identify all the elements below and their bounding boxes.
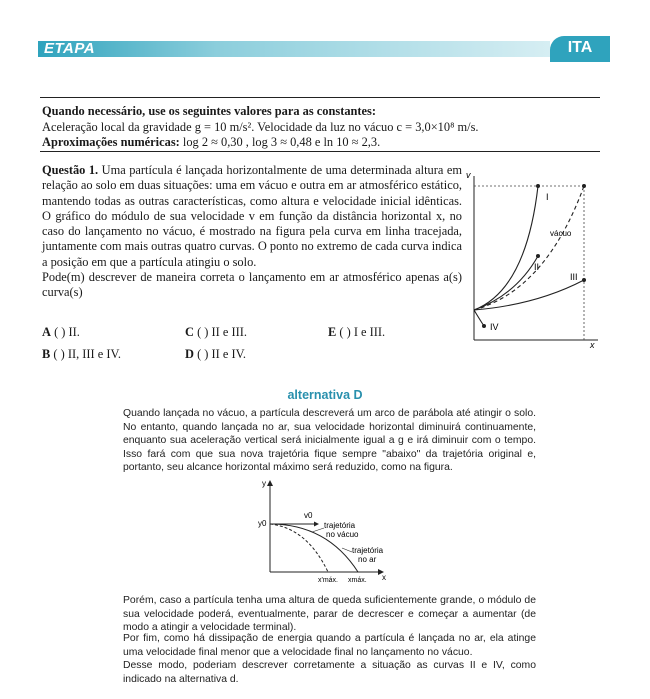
label-iii: III — [570, 272, 578, 282]
option-text: ( ) II, III e IV. — [53, 347, 121, 361]
curve-i-end — [536, 184, 540, 188]
answer-paragraph-3: Por fim, como há dissipação de energia quando a partícula é lançada no ar, ela atinge uma velocidade final menor que a velocidade final no lançamento no vácuo. — [123, 633, 536, 658]
label-vacuo-1: trajetória — [324, 521, 356, 530]
option-letter: E — [328, 325, 337, 339]
label-i: I — [546, 192, 549, 202]
answer-paragraph-4: Desse modo, poderiam descrever corretamente a situação as curvas II e IV, como indicado na alternativa d. — [123, 660, 536, 685]
curve-iv — [474, 310, 484, 326]
label-vacuo-2: no vácuo — [326, 530, 359, 539]
velocity-graph-svg — [466, 170, 602, 350]
header-bar — [38, 41, 550, 57]
option-b[interactable] — [42, 347, 121, 362]
question-label: Questão 1. — [42, 163, 99, 177]
option-d[interactable] — [185, 347, 246, 362]
v0-arrow-head — [314, 522, 319, 527]
top-rule — [40, 97, 600, 98]
option-text: ( ) II e III. — [197, 325, 247, 339]
curve-iii — [474, 280, 584, 310]
question-prompt: Pode(m) descrever de maneira correta o lançamento em ar atmosférico apenas a(s) curva(s) — [42, 270, 462, 300]
constants-title: Quando necessário, use os seguintes valores para as constantes: — [42, 104, 376, 118]
curve-i — [474, 186, 538, 310]
air-trajectory — [270, 524, 328, 572]
xmax-vacuum-label: xmáx. — [348, 577, 367, 584]
curve-ii-end — [536, 254, 540, 258]
leader-vacuo — [312, 528, 324, 532]
option-letter: C — [185, 325, 194, 339]
leader-ar — [342, 548, 352, 552]
trajectory-figure — [252, 478, 402, 589]
y-axis-arrow — [267, 480, 273, 486]
label-vacuo: vácuo — [550, 229, 572, 238]
label-ar-1: trajetória — [352, 546, 384, 555]
curve-iii-end — [582, 278, 586, 282]
curve-iv-end — [482, 324, 486, 328]
bottom-rule — [40, 151, 600, 152]
etapa-logo: ETAPA — [44, 40, 96, 57]
trajectory-svg — [252, 478, 402, 584]
velocity-graph — [466, 170, 602, 355]
x-axis-label-2: x — [382, 573, 386, 582]
option-a[interactable] — [42, 325, 80, 340]
curve-vacuum-end — [582, 184, 586, 188]
label-ar-2: no ar — [358, 555, 377, 564]
approx-label: Aproximações numéricas: — [42, 135, 180, 149]
xmax-air-label: x'máx. — [318, 577, 339, 584]
constants-line1: Aceleração local da gravidade g = 10 m/s². Velocidade da luz no vácuo c = 3,0×10⁸ m/s. — [42, 119, 479, 134]
v0-label: v0 — [304, 511, 313, 520]
option-letter: B — [42, 347, 51, 361]
question-text — [42, 163, 462, 301]
answer-paragraph-2: Porém, caso a partícula tenha uma altura de queda suficientemente grande, o módulo de sua velocidade poderá, eventualmente, parar de decrescer e começar a aumentar (de modo a atingir a velocidade terminal). — [123, 595, 536, 634]
option-c[interactable] — [185, 325, 247, 340]
option-text: ( ) I e III. — [339, 325, 386, 339]
label-iv: IV — [490, 322, 499, 332]
y0-label: y0 — [258, 519, 267, 528]
option-letter: D — [185, 347, 194, 361]
constants-box — [42, 104, 602, 151]
v-axis-label: v — [466, 170, 471, 180]
option-text: ( ) II e IV. — [197, 347, 247, 361]
exam-name: ITA — [567, 39, 593, 56]
x-axis-label: x — [590, 340, 595, 350]
label-ii: II — [534, 262, 540, 272]
curve-ii — [474, 256, 538, 310]
answer-paragraph-1: Quando lançada no vácuo, a partícula descreverá um arco de parábola até atingir o solo. No entanto, quando lançada no ar, sua velocidade horizontal diminuirá continuamente, enquanto sua aceleração vertical será inicialmente igual a g e irá diminuir com o tempo. Isso fará com que sua nova trajetória fique sempre "abaixo" da trajetória original e, portanto, seu alcance horizontal máximo será reduzido, como na figura. — [123, 408, 536, 474]
curve-vacuum — [474, 186, 584, 310]
approx-values: log 2 ≈ 0,30 , log 3 ≈ 0,48 e ln 10 ≈ 2,3. — [182, 135, 381, 149]
answer-heading: alternativa D — [287, 388, 363, 402]
option-text: ( ) II. — [54, 325, 80, 339]
y-axis-label-2: y — [262, 479, 266, 488]
question-body: Uma partícula é lançada horizontalmente de uma determinada altura em relação ao solo em duas situações: uma em vácuo e outra em ar atmosférico estático, mantendo todas as outras características, como altura e velocidade inicial idênticas. O gráfico do módulo de sua velocidade v em função da distância horizontal x, no caso do lançamento no vácuo, é mostrado na figura pela curva em linha tracejada, juntamente com mais outras quatro curvas. O ponto no extremo de cada curva indica a posição em que a partícula atingiu o solo. — [42, 163, 462, 269]
exam-tab — [550, 36, 610, 62]
option-e[interactable] — [328, 325, 385, 340]
page-header — [0, 36, 650, 62]
option-letter: A — [42, 325, 51, 339]
